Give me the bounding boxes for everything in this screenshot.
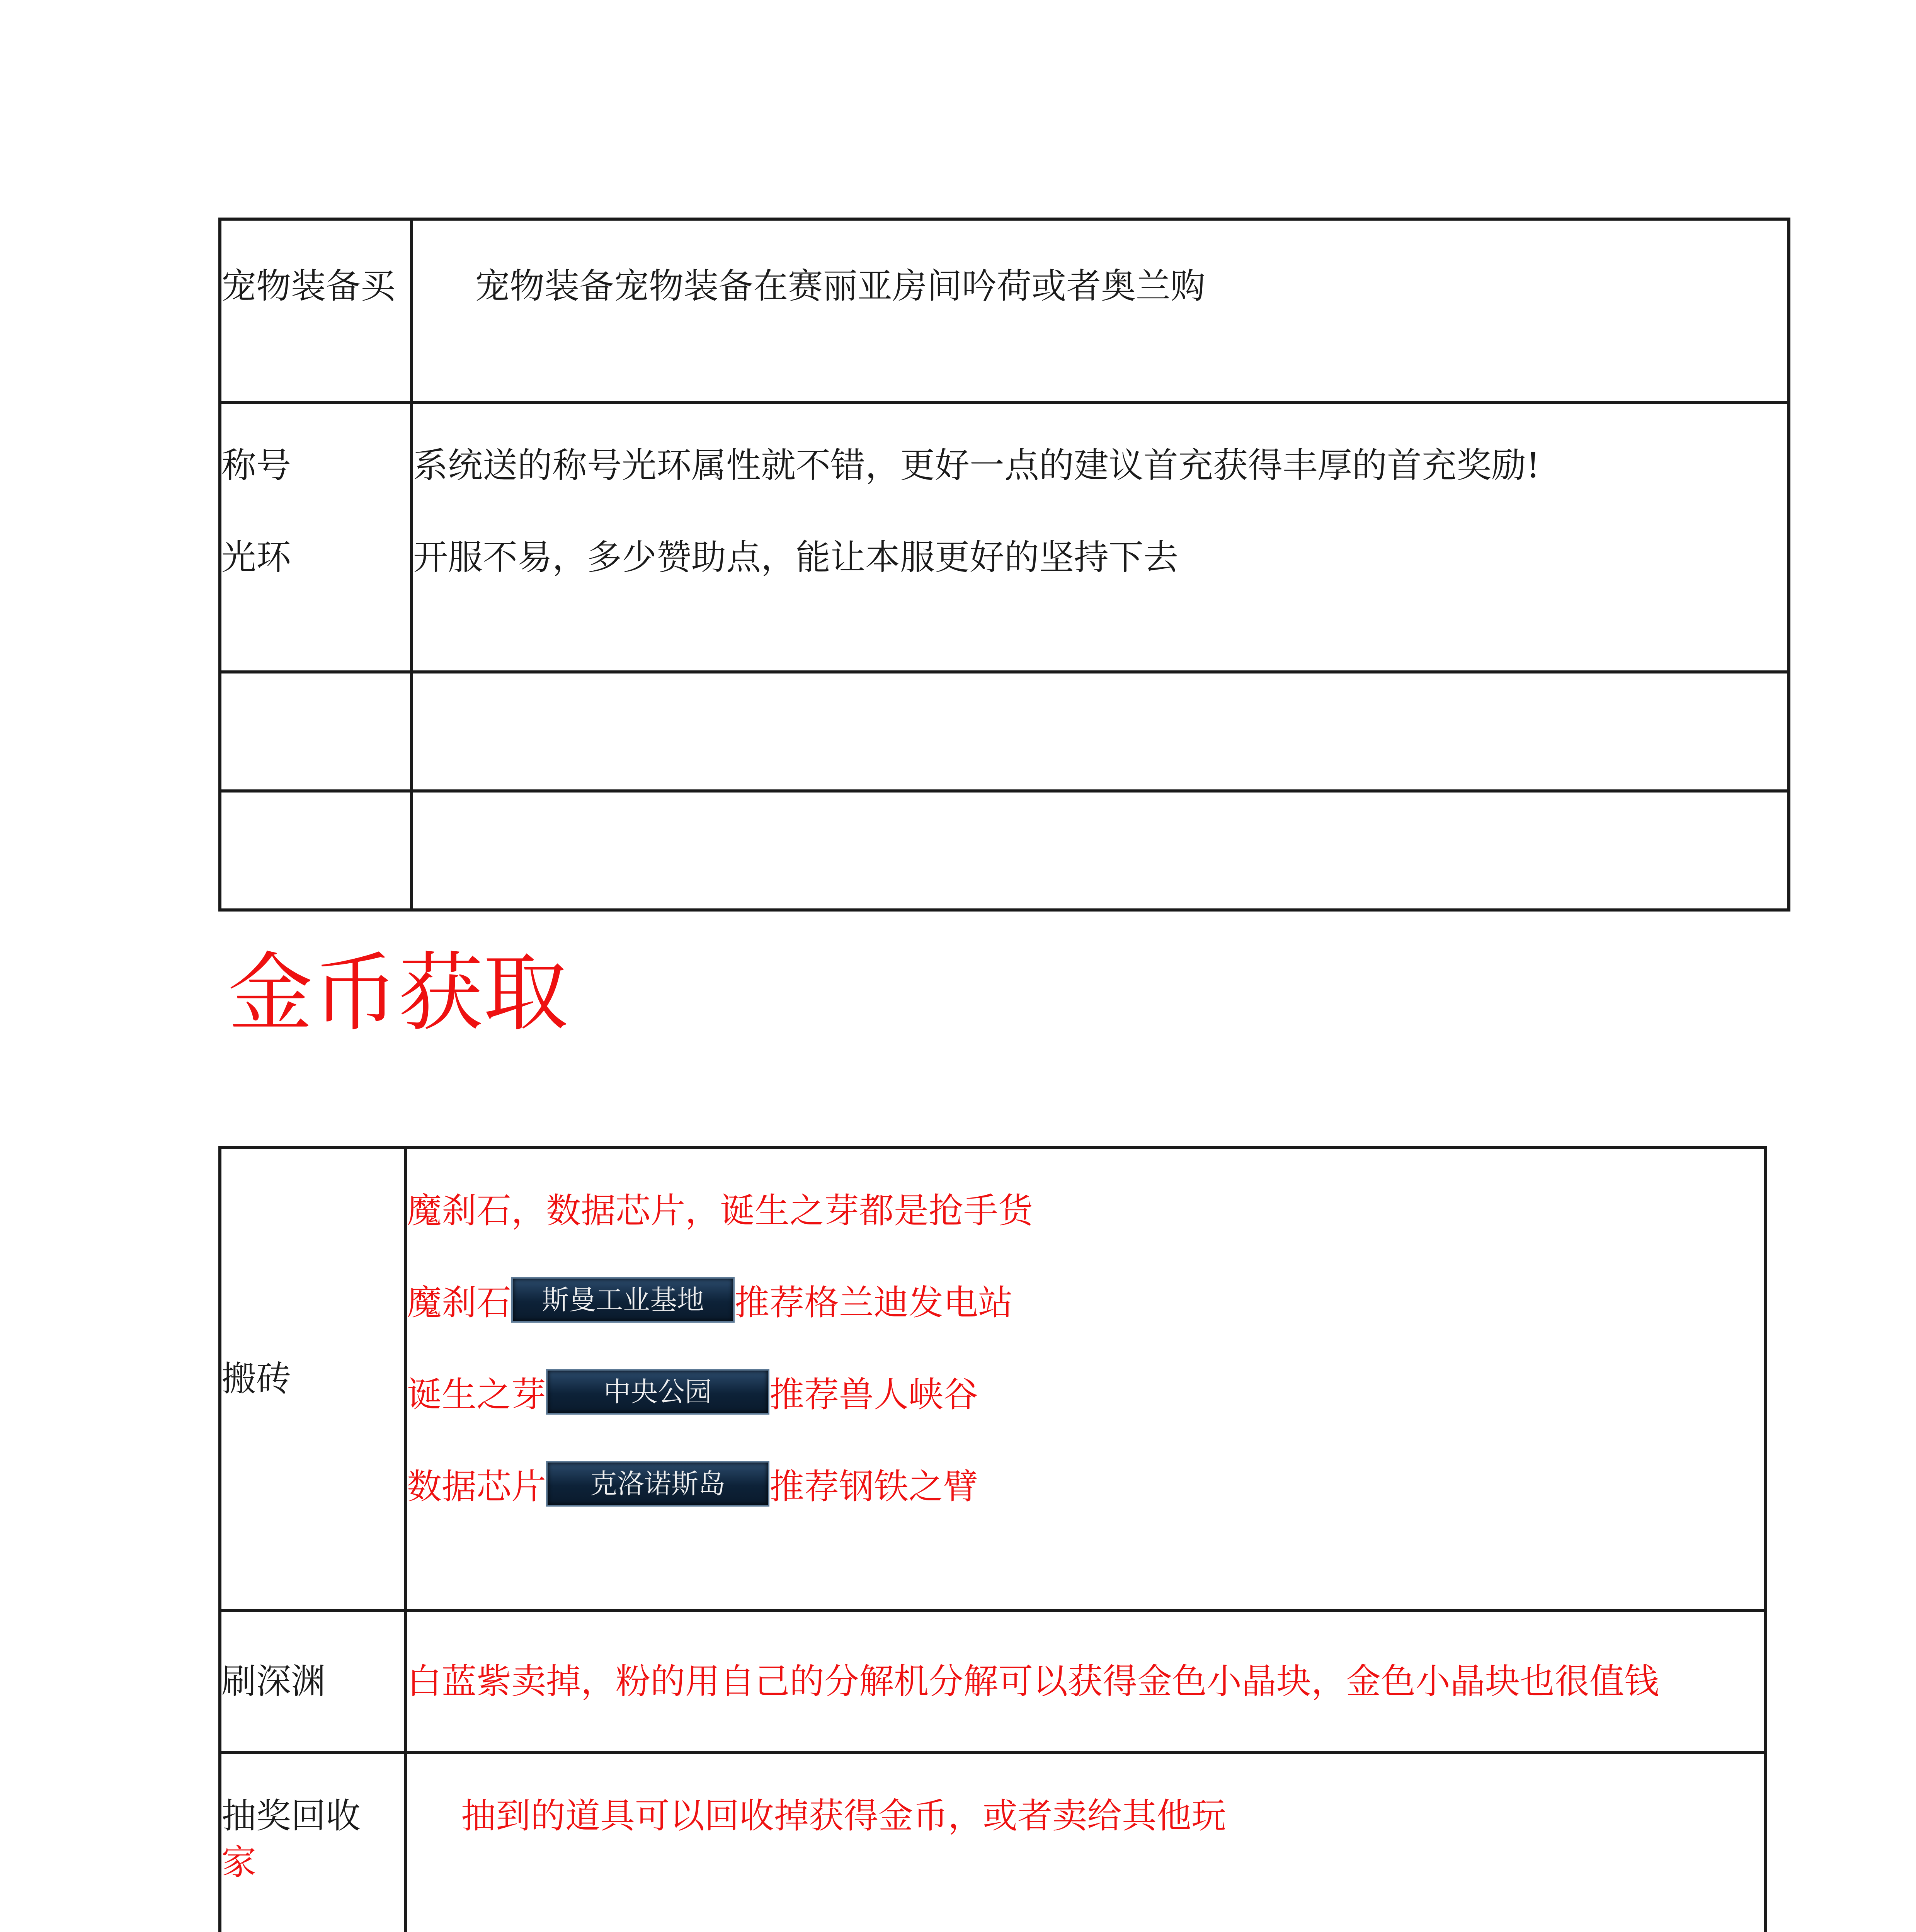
empty-cell (220, 791, 412, 910)
materials-line: 魔刹石，数据芯片，诞生之芽都是抢手货 (407, 1190, 1033, 1231)
list-item (407, 1372, 1764, 1418)
item-recommend: 推荐钢铁之臂 (769, 1466, 978, 1507)
row-content (412, 402, 1789, 672)
row-content (405, 1611, 1766, 1753)
item-name: 数据芯片 (407, 1466, 546, 1507)
empty-cell (412, 672, 1789, 791)
map-tag-badge: 中央公园 (546, 1369, 769, 1415)
empty-cell (220, 672, 412, 791)
gold-table (218, 1146, 1767, 1932)
abyss-label: 刷深渊 (221, 1661, 326, 1702)
table-row (220, 672, 1789, 791)
row-label (220, 402, 412, 672)
list-item (407, 1280, 1764, 1326)
abyss-text: 白蓝紫卖掉，粉的用自己的分解机分解可以获得金色小晶块，金色小晶块也很值钱 (407, 1661, 1659, 1702)
item-name: 魔刹石 (407, 1282, 511, 1323)
table-row (220, 791, 1789, 910)
item-recommend: 推荐兽人峡谷 (769, 1374, 978, 1415)
row-label (220, 1753, 405, 1932)
pet-equip-label: 宠物装备买 (221, 266, 395, 306)
table-row (220, 1753, 1766, 1932)
section-heading: 金币获取 (228, 944, 568, 1043)
lottery-text: 抽到的道具可以回收掉获得金币，或者卖给其他玩 (461, 1796, 1226, 1836)
table-row (220, 402, 1789, 672)
table-row (220, 1611, 1766, 1753)
row-label (220, 1148, 405, 1611)
pet-equip-text: 宠物装备宠物装备在赛丽亚房间吟荷或者奥兰购 (475, 266, 1205, 306)
title-aura-text: 系统送的称号光环属性就不错，更好一点的建议首充获得丰厚的首充奖励! (413, 445, 1540, 486)
lottery-label: 抽奖回收 (221, 1796, 361, 1836)
row-label (220, 1611, 405, 1753)
title-label: 称号 (221, 445, 291, 486)
aura-label: 光环 (221, 537, 291, 578)
row-content (412, 219, 1789, 402)
row-content (405, 1753, 1766, 1932)
item-recommend: 推荐格兰迪发电站 (735, 1282, 1013, 1323)
table-row (220, 219, 1789, 402)
map-tag-badge: 斯曼工业基地 (511, 1277, 735, 1323)
brick-label: 搬砖 (221, 1359, 291, 1399)
empty-cell (412, 791, 1789, 910)
lottery-label-cont: 家 (221, 1842, 256, 1883)
row-label (220, 219, 412, 402)
sponsor-text: 开服不易，多少赞助点，能让本服更好的坚持下去 (413, 537, 1178, 578)
table-row (220, 1148, 1766, 1611)
list-item (407, 1464, 1764, 1510)
item-name: 诞生之芽 (407, 1374, 546, 1415)
map-tag-badge: 克洛诺斯岛 (546, 1461, 769, 1507)
pet-title-table (218, 218, 1790, 912)
row-content (405, 1148, 1766, 1611)
